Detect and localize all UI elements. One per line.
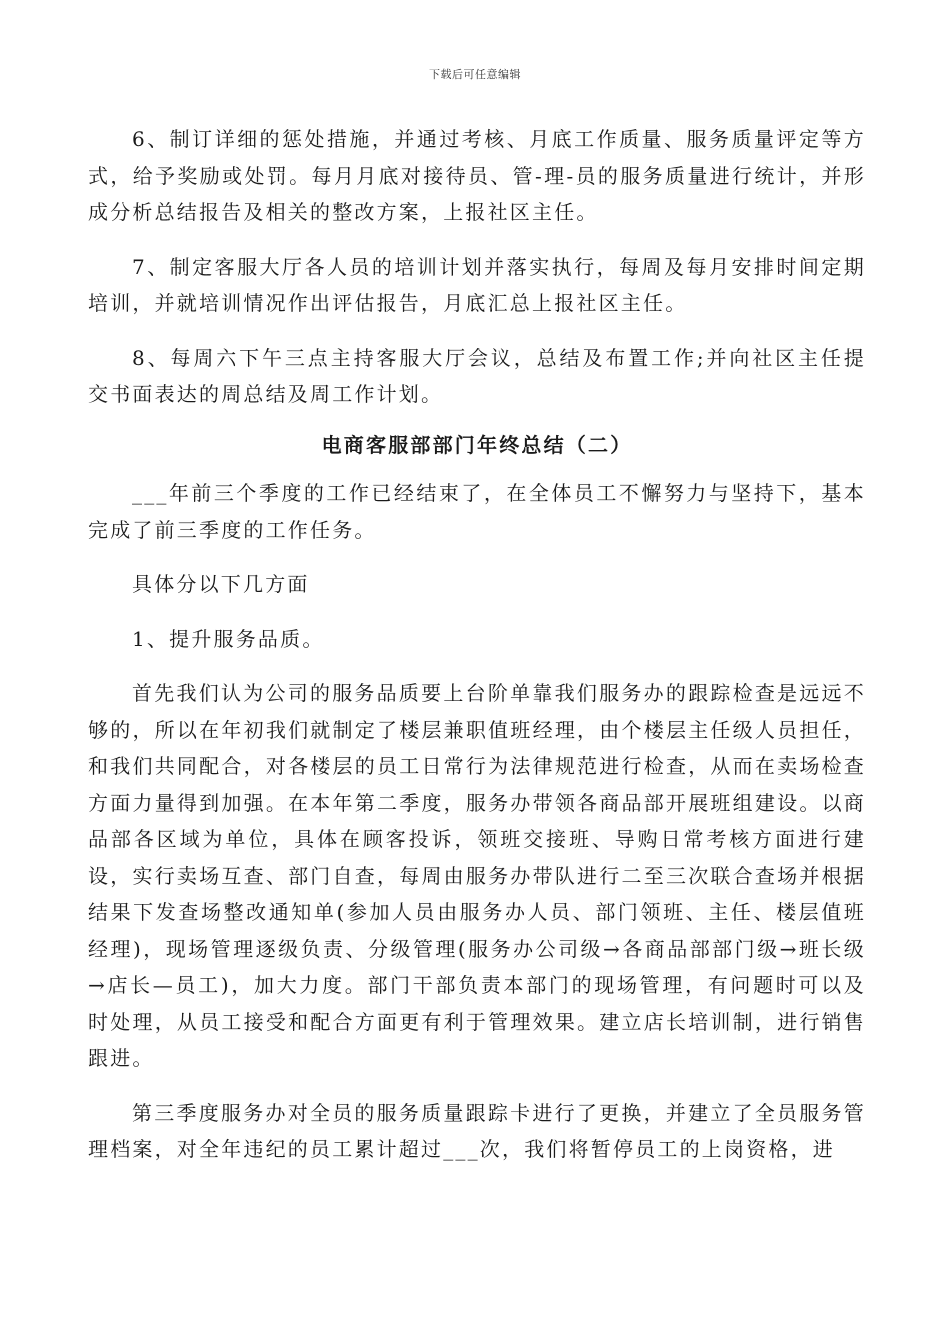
paragraph-third-quarter: 第三季度服务办对全员的服务质量跟踪卡进行了更换，并建立了全员服务管理档案，对全年违纪的员工累计超过___次，我们将暂停员工的上岗资格，进 bbox=[88, 1100, 866, 1161]
paragraph-intro: ___年前三个季度的工作已经结束了，在全体员工不懈努力与坚持下，基本完成了前三季度的工作任务。 bbox=[88, 481, 866, 542]
paragraph-service-quality-details: 首先我们认为公司的服务品质要上台阶单靠我们服务办的跟踪检查是远远不够的，所以在年初我们就制定了楼层兼职值班经理，由个楼层主任级人员担任，和我们共同配合，对各楼层的员工日常行为法律规范进行检查，从而在卖场检查方面力量得到加强。在本年第二季度，服务办带领各商品部开展班组建设。以商品部各区域为单位，具体在顾客投诉，领班交接班、导购日常考核方面进行建设，实行卖场互查、部门自查，每周由服务办带队进行二至三次联合查场并根据结果下发查场整改通知单(参加人员由服务办人员、部门领班、主任、楼层值班经理)，现场管理逐级负责、分级管理(服务办公司级→各商品部部门级→班长级→店长—员工)，加大力度。部门干部负责本部门的现场管理，有问题时可以及时处理，从员工接受和配合方面更有利于管理效果。建立店长培训制，进行销售跟进。 bbox=[88, 681, 866, 1070]
document-body bbox=[88, 121, 866, 1168]
paragraph-item-8: 8、每周六下午三点主持客服大厅会议，总结及布置工作;并向社区主任提交书面表达的周总结及周工作计划。 bbox=[88, 345, 866, 406]
section-title: 电商客服部部门年终总结（二） bbox=[321, 432, 633, 457]
paragraph-item-6: 6、制订详细的惩处措施，并通过考核、月底工作质量、服务质量评定等方式，给予奖励或处罚。每月月底对接待员、管-理-员的服务质量进行统计，并形成分析总结报告及相关的整改方案，上报社区主任。 bbox=[88, 127, 866, 224]
page-header-note: 下载后可任意编辑 bbox=[429, 68, 521, 81]
paragraph-item-7: 7、制定客服大厅各人员的培训计划并落实执行，每周及每月安排时间定期培训，并就培训情况作出评估报告，月底汇总上报社区主任。 bbox=[88, 254, 866, 315]
paragraph-aspects: 具体分以下几方面 bbox=[132, 572, 310, 596]
paragraph-heading-service-quality: 1、提升服务品质。 bbox=[132, 626, 325, 651]
